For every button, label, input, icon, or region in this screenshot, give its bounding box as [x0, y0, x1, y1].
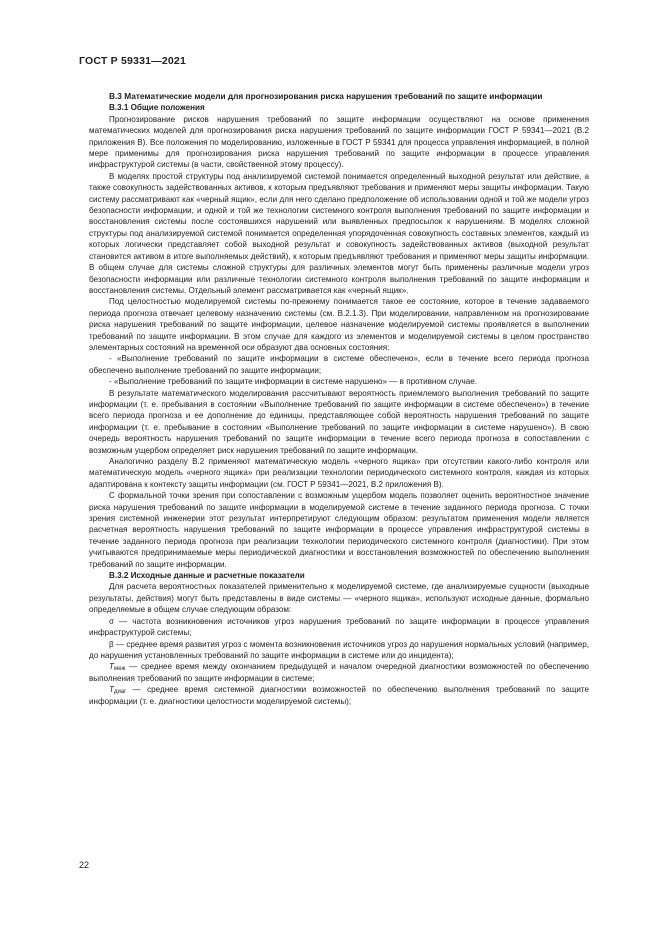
- list-item: - «Выполнение требований по защите информации в системе обеспечено», если в течение всего периода прогноза обеспечено выполнение требований по защите информации;: [89, 354, 589, 375]
- subsection-title-general: В.3.1 Общие положения: [109, 103, 205, 113]
- paragraph: В результате математического моделирования рассчитывают вероятность приемлемого выполнения требований по защите информации (т. е. пребывания в состоянии «Выполнение требований по защите информации в системе обеспечено») в течение всего периода прогноза и ее дополнение до единицы, представляющее собой вероятность нарушения требований по защите информации (т. е. пребывание в состоянии «Выполнение требований по защите информации в системе нарушено»). В свою очередь вероятность нарушения требований по защите информации в течение всего периода прогноза в сопоставлении с возможным ущербом определяет риск нарушения требований по защите информации.: [89, 388, 589, 455]
- subsection-title-input-data: В.3.2 Исходные данные и расчетные показатели: [109, 571, 305, 581]
- paragraph: Прогнозирование рисков нарушения требований по защите информации осуществляют на основе применения математических моделей для прогнозирования риска нарушения требований по защите информации ГОСТ Р 59341—2021 (В.2 приложения В). Все положения по моделированию, изложенные в ГОСТ Р 59341 для процесса управления информацией, в полной мере применимы для прогнозирования риска нарушения требований по защите информации в процессе управления инфраструктурой системы (в части, свойственной этому процессу).: [89, 114, 589, 170]
- paragraph: Под целостностью моделируемой системы по-прежнему понимается такое ее состояние, которое в течение задаваемого периода прогноза отвечает целевому назначению системы (см. В.2.1.3). При моделировании, направленном на прогнозирование риска нарушения требований по защите информации, целевое назначение моделируемой системы проявляется в выполнении требований по защите информации. В этом случае для каждого из элементов и моделируемой системы в целом пространство элементарных состояний на временной оси образуют два основных состояния:: [89, 297, 589, 352]
- symbol-t: T: [109, 662, 114, 672]
- section-title: В.3 Математические модели для прогнозирования риска нарушения требований по защите информации: [109, 91, 543, 101]
- definition-t-diag: [89, 684, 589, 707]
- paragraph: С формальной точки зрения при сопоставлении с возможным ущербом модель позволяет оценить вероятностное значение риска нарушения требований по защите информации в моделируемой системе в течение заданного периода прогноза. С точки зрения системной инженерии этот результат интерпретируют следующим образом: результатом применения модели является расчетная вероятность нарушения требований по защите информации в процессе управления инфраструктурой системы в течение заданного периода прогноза при реализации технологии периодического системного контроля (диагностики). При этом учитываются предпринимаемые меры периодической диагностики и восстановления возможностей по обеспечению выполнения требований по защите информации.: [89, 491, 589, 569]
- definition-t-mezh: [89, 661, 589, 684]
- page-number: 22: [79, 860, 90, 870]
- symbol-subscript: диаг: [113, 689, 127, 696]
- page-content: [89, 91, 589, 707]
- definition-beta: β — среднее время развития угроз с момента возникновения источников угроз до нарушения нормальных условий (например, до нарушения установленных требований по защите информации в системе или до инцидента);: [89, 639, 589, 660]
- symbol-t: T: [109, 685, 114, 695]
- definition-sigma: σ — частота возникновения источников угроз нарушения требований по защите информации в процессе управления инфраструктурой системы;: [89, 616, 589, 638]
- document-header: ГОСТ Р 59331—2021: [79, 55, 187, 67]
- paragraph: Для расчета вероятностных показателей применительно к моделируемой системе, где анализируемые сущности (выходные результаты, действия) могут быть представлены в виде системы — «черного ящика», используют исходные данные, формально определяемые в общем случае следующим образом:: [89, 582, 589, 615]
- list-item: - «Выполнение требований по защите информации в системе нарушено» — в противном случае.: [109, 377, 478, 387]
- symbol-subscript: меж: [113, 666, 126, 673]
- paragraph: Аналогично разделу В.2 применяют математическую модель «черного ящика» при отсутствии какого-либо контроля или математическую модель «черного ящика» при реализации технологии периодического системного контроля, каждая из которых адаптирована к контексту защиты информации (см. ГОСТ Р 59341—2021, В.2 приложения В).: [89, 457, 589, 489]
- paragraph: В моделях простой структуры под анализируемой системой понимается определенный выходной результат или действие, а также совокупность задействованных активов, к которым предъявляют требования и применяют меры защиты информации. Такую систему рассматривают как «черный ящик», если для него сделано предположение об использовании одной и той же модели угроз безопасности информации, и одной и той же технологии системного контроля выполнения требований по защите информации и восстановления системы после состоявшихся нарушений или выявленных предпосылок к нарушениям. В моделях сложной структуры под анализируемой системой понимается определенная упорядоченная совокупность составных элементов, каждый из которых логически представляет собой выходной результат и совокупность задействованных активов (выходной результат становится активом в итоге выполняемых действий), к которым предъявляют требования и применяют меры защиты информации. В общем случае для системы сложной структуры для различных элементов могут быть применены различные модели угроз безопасности информации или различные технологии системного контроля выполнения требований по защите информации и восстановления системы. Отдельный элемент рассматривается как «черный ящик».: [89, 171, 589, 295]
- definition-text: — среднее время системной диагностики возможностей по обеспечению выполнения требований по защите информации (т. е. диагностики целостности моделируемой системы);: [89, 685, 589, 706]
- definition-text: — среднее время между окончанием предыдущей и началом очередной диагностики возможностей по обеспечению выполнения требований по защите информации в системе;: [89, 662, 589, 683]
